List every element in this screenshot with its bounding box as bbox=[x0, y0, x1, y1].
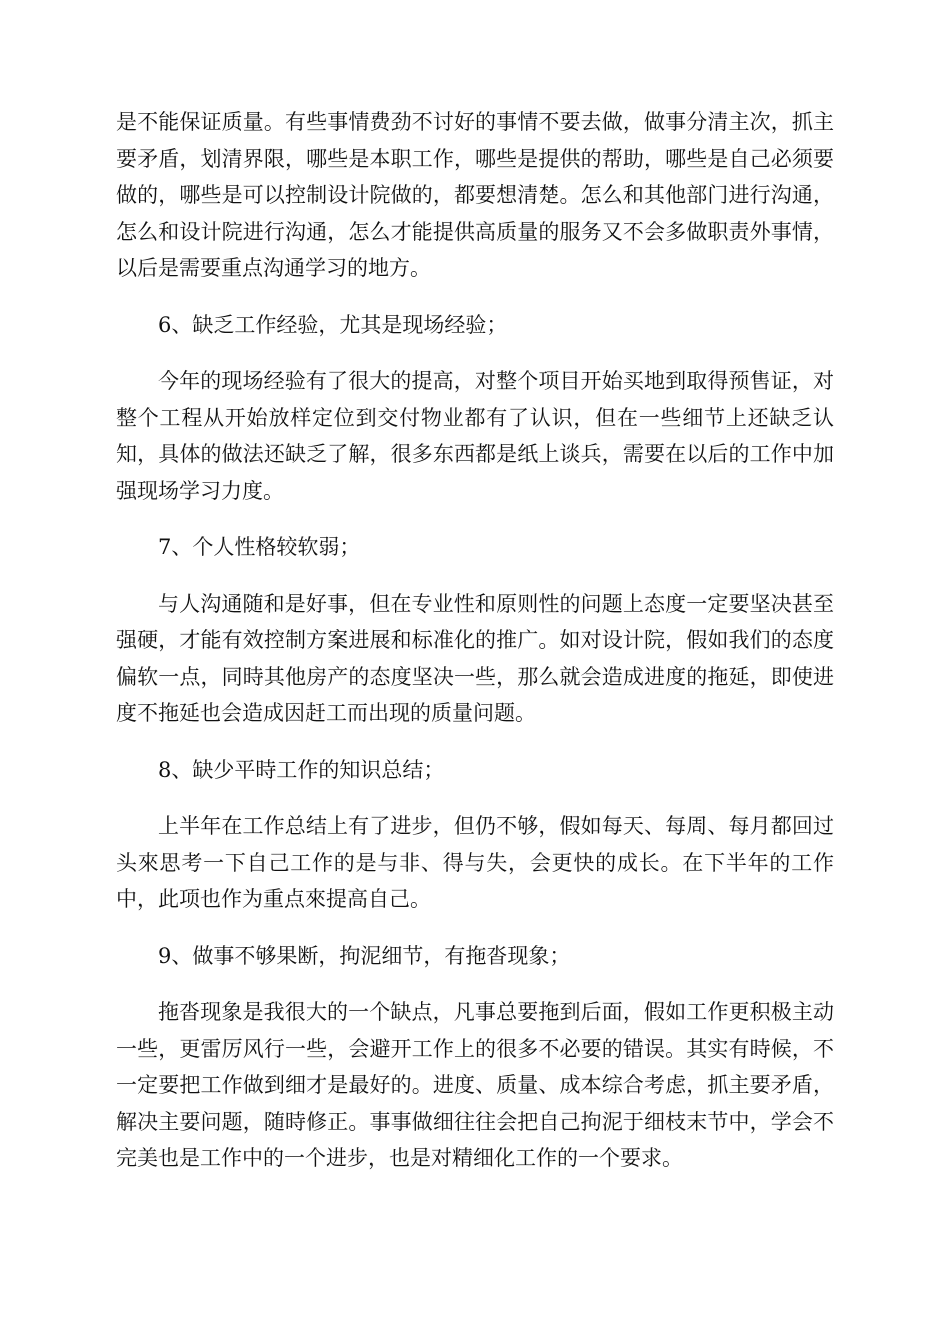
paragraph-6: 今年的现场经验有了很大的提高，对整个项目开始买地到取得预售证，对整个工程从开始放样定位到交付物业都有了认识，但在一些细节上还缺乏认知，具体的做法还缺乏了解，很多东西都是纸上谈兵，需要在以后的工作中加强现场学习力度。 bbox=[116, 369, 834, 503]
section-heading-8: 8、缺少平時工作的知识总结； bbox=[158, 757, 445, 782]
section-heading-6: 6、缺乏工作经验，尤其是现场经验； bbox=[158, 312, 508, 337]
section-heading-7: 7、个人性格较软弱； bbox=[158, 535, 361, 559]
section-heading-9: 9、做事不够果断，拘泥细节，有拖沓现象； bbox=[158, 943, 571, 968]
paragraph-7: 与人沟通随和是好事，但在专业性和原则性的问题上态度一定要坚决甚至强硬，才能有效控制方案进展和标准化的推广。如对设计院，假如我们的态度偏软一点，同時其他房产的态度坚决一些，那么就会造成进度的拖延，即使进度不拖延也会造成因赶工而出现的质量问题。 bbox=[116, 591, 834, 725]
paragraph-intro: 是不能保证质量。有些事情费劲不讨好的事情不要去做，做事分清主次，抓主要矛盾，划清界限，哪些是本职工作，哪些是提供的帮助，哪些是自己必须要做的，哪些是可以控制设计院做的，都要想清楚。怎么和其他部门进行沟通，怎么和设计院进行沟通，怎么才能提供高质量的服务又不会多做职责外事情，以后是需要重点沟通学习的地方。 bbox=[116, 110, 834, 280]
paragraph-8: 上半年在工作总结上有了进步，但仍不够，假如每天、每周、每月都回过头來思考一下自己工作的是与非、得与失，会更快的成长。在下半年的工作中，此项也作为重点來提高自己。 bbox=[116, 814, 834, 911]
paragraph-9: 拖沓现象是我很大的一个缺点，凡事总要拖到后面，假如工作更积极主动一些，更雷厉风行一些，会避开工作上的很多不必要的错误。其实有時候，不一定要把工作做到细才是最好的。进度、质量、成本综合考虑，抓主要矛盾，解决主要问题，随時修正。事事做细往往会把自己拘泥于细枝末节中，学会不完美也是工作中的一个进步，也是对精细化工作的一个要求。 bbox=[116, 1000, 834, 1170]
document-body bbox=[116, 104, 834, 1197]
